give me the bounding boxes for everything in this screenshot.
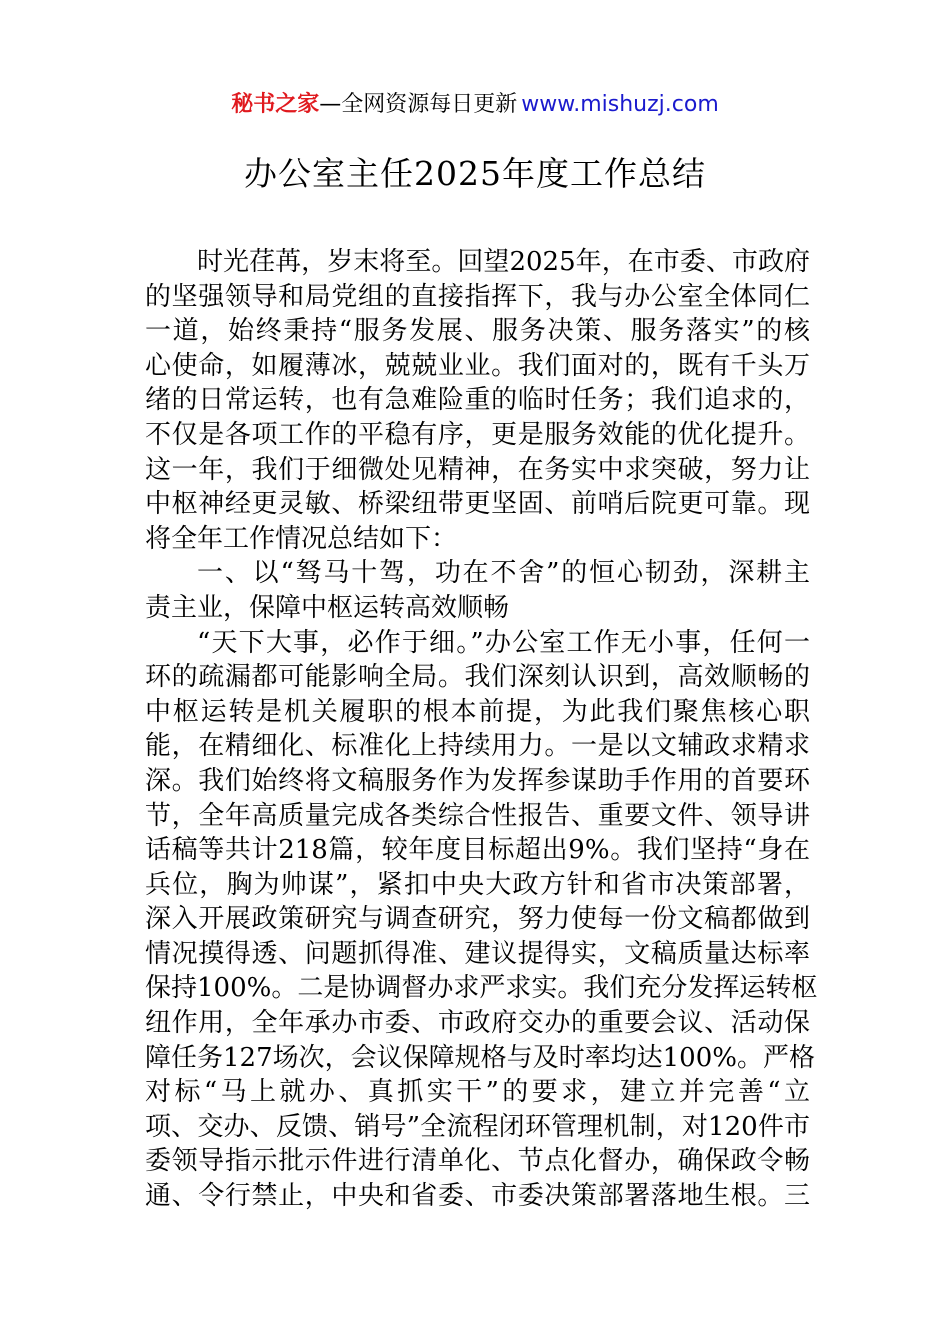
body-line: 纽作用，全年承办市委、市政府交办的重要会议、活动保: [145, 1008, 810, 1039]
body-line: 障任务127场次，会议保障规格与及时率均达100%。严格: [145, 1042, 815, 1073]
body-line: 一道，始终秉持“服务发展、服务决策、服务落实”的核: [145, 316, 810, 347]
document-title: 办公室主任2025年度工作总结: [244, 154, 706, 193]
site-brand: 秘书之家: [231, 92, 320, 117]
body-line: 深入开展政策研究与调查研究，努力使每一份文稿都做到: [145, 904, 810, 935]
body-line: 不仅是各项工作的平稳有序，更是服务效能的优化提升。: [145, 419, 810, 450]
body-line: 项、交办、反馈、销号”全流程闭环管理机制，对120件市: [145, 1111, 810, 1142]
section-heading-line: 责主业，保障中枢运转高效顺畅: [145, 592, 510, 623]
body-line: 时光荏苒，岁末将至。回望2025年，在市委、市政府: [197, 247, 810, 277]
site-tagline: —全网资源每日更新: [319, 92, 518, 117]
body-line: 中枢运转是机关履职的根本前提，为此我们聚焦核心职: [145, 696, 810, 727]
body-line: 的坚强领导和局党组的直接指挥下，我与办公室全体同仁: [145, 281, 810, 312]
body-line: “天下大事，必作于细。”办公室工作无小事，任何一: [197, 627, 810, 658]
body-line: 心使命，如履薄冰，兢兢业业。我们面对的，既有千头万: [145, 350, 810, 381]
body-line: 这一年，我们于细微处见精神，在务实中求突破，努力让: [145, 454, 810, 485]
body-line: 节，全年高质量完成各类综合性报告、重要文件、领导讲: [145, 800, 810, 831]
section-heading-line: 一、以“驽马十驾，功在不舍”的恒心韧劲，深耕主: [197, 558, 810, 589]
body-line: 将全年工作情况总结如下：: [145, 523, 458, 554]
site-header: [0, 88, 950, 122]
body-line: 对标“马上就办、真抓实干”的要求，建立并完善“立: [145, 1077, 810, 1108]
body-line: 委领导指示批示件进行清单化、节点化督办，确保政令畅: [145, 1146, 810, 1177]
body-line: 保持100%。二是协调督办求严求实。我们充分发挥运转枢: [145, 973, 818, 1004]
body-line: 绪的日常运转，也有急难险重的临时任务；我们追求的，: [145, 385, 810, 416]
body-line: 话稿等共计218篇，较年度目标超出9%。我们坚持“身在: [145, 835, 810, 866]
body-line: 兵位，胸为帅谋”，紧扣中央大政方针和省市决策部署，: [145, 869, 810, 900]
body-line: 深。我们始终将文稿服务作为发挥参谋助手作用的首要环: [145, 765, 810, 796]
document-body: [145, 245, 818, 1214]
site-url-link[interactable]: www.mishuzj.com: [521, 92, 719, 117]
body-line: 中枢神经更灵敏、桥梁纽带更坚固、前哨后院更可靠。现: [145, 489, 810, 520]
body-line: 通、令行禁止，中央和省委、市委决策部署落地生根。三: [145, 1181, 810, 1212]
body-line: 环的疏漏都可能影响全局。我们深刻认识到，高效顺畅的: [145, 662, 810, 693]
body-line: 情况摸得透、问题抓得准、建议提得实，文稿质量达标率: [145, 938, 810, 969]
body-line: 能，在精细化、标准化上持续用力。一是以文辅政求精求: [145, 731, 810, 762]
